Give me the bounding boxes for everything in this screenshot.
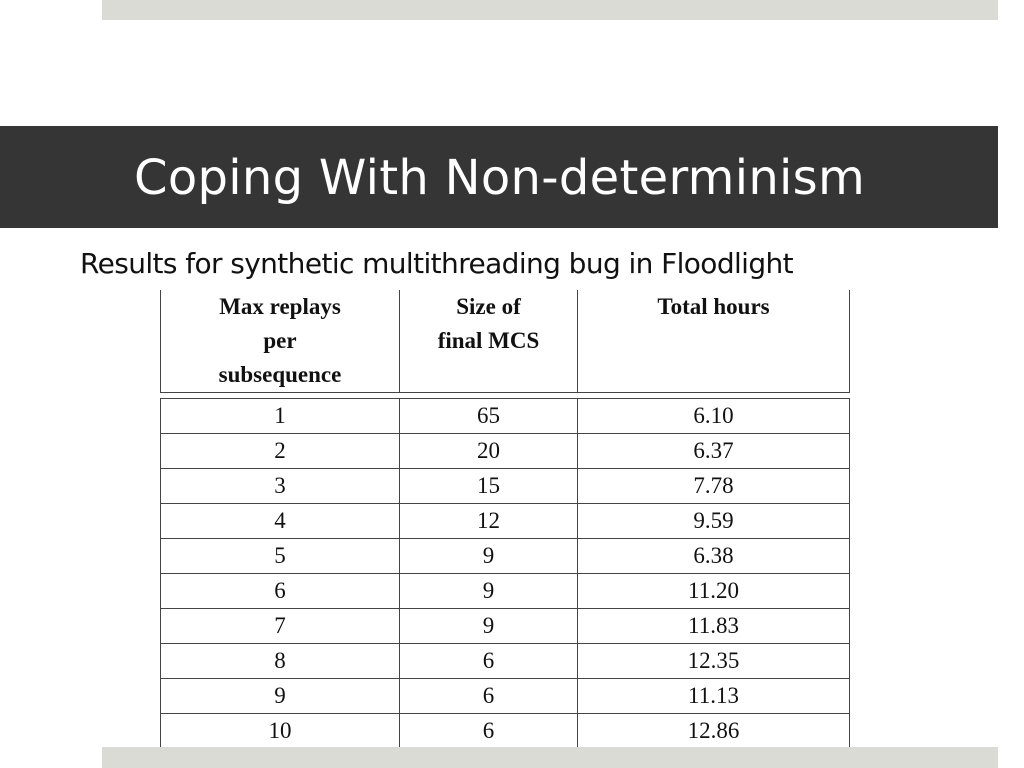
header-total-hours [578,290,850,393]
slide-subtitle: Results for synthetic multithreading bug in Floodlight [80,247,794,280]
cell-mcs-size: 6 [400,679,578,714]
cell-mcs-size: 12 [400,504,578,539]
header-mcs-size [400,290,578,393]
cell-max-replays: 7 [161,609,400,644]
cell-max-replays: 9 [161,679,400,714]
table-row [161,399,850,434]
table-row [161,469,850,504]
cell-total-hours: 6.10 [578,399,850,434]
cell-max-replays: 2 [161,434,400,469]
results-table [160,398,850,749]
cell-max-replays: 4 [161,504,400,539]
slide-title: Coping With Non-determinism [134,150,866,206]
bottom-accent-bar [102,747,998,768]
cell-total-hours: 6.37 [578,434,850,469]
cell-total-hours: 6.38 [578,539,850,574]
cell-mcs-size: 9 [400,609,578,644]
header-line: Total hours [657,294,770,319]
cell-mcs-size: 20 [400,434,578,469]
header-line: final MCS [437,328,540,353]
cell-mcs-size: 6 [400,714,578,749]
table-row [161,644,850,679]
table-row [161,434,850,469]
header-line: subsequence [218,362,342,387]
table-header [160,290,850,393]
header-max-replays [161,290,400,393]
cell-max-replays: 5 [161,539,400,574]
cell-total-hours: 11.20 [578,574,850,609]
table-row [161,574,850,609]
table-row [161,679,850,714]
cell-total-hours: 11.13 [578,679,850,714]
cell-mcs-size: 15 [400,469,578,504]
cell-total-hours: 12.35 [578,644,850,679]
header-line: Size of [456,294,521,319]
cell-total-hours: 12.86 [578,714,850,749]
cell-mcs-size: 9 [400,574,578,609]
header-line: per [263,328,297,353]
top-accent-bar [102,0,998,20]
table-row [161,539,850,574]
cell-max-replays: 1 [161,399,400,434]
cell-mcs-size: 65 [400,399,578,434]
cell-mcs-size: 6 [400,644,578,679]
header-line: Max replays [219,294,341,319]
cell-total-hours: 7.78 [578,469,850,504]
cell-total-hours: 9.59 [578,504,850,539]
cell-total-hours: 11.83 [578,609,850,644]
cell-max-replays: 6 [161,574,400,609]
table-row [161,504,850,539]
table-row [161,714,850,749]
cell-max-replays: 8 [161,644,400,679]
header-row [161,290,850,393]
cell-mcs-size: 9 [400,539,578,574]
table-row [161,609,850,644]
cell-max-replays: 10 [161,714,400,749]
cell-max-replays: 3 [161,469,400,504]
